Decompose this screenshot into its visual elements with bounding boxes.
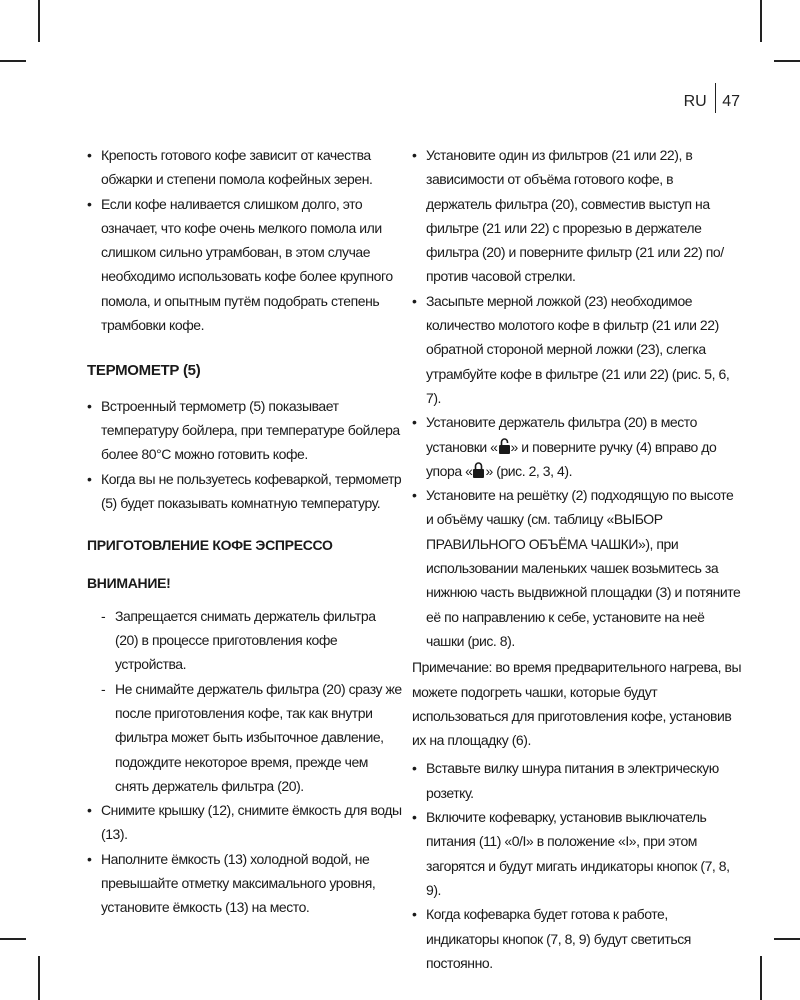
- unlocked-padlock-icon: [498, 437, 511, 455]
- list-item: • Засыпьте мерной ложкой (23) необходимое количество молотого кофе в фильтр (21 или 22) обратной стороной мерной ложки (23), слегка утрамбуйте кофе в фильтре (21 или 22) (рис. 5, 6, 7).: [412, 289, 742, 410]
- espresso-heading: ПРИГОТОВЛЕНИЕ КОФЕ ЭСПРЕССО: [87, 537, 333, 554]
- list-item: • Когда вы не пользуетесь кофеваркой, термометр (5) будет показывать комнатную температуру.: [87, 467, 402, 516]
- attention-heading: ВНИМАНИЕ!: [87, 575, 171, 592]
- crop-mark: [774, 60, 800, 62]
- list-item: - Не снимайте держатель фильтра (20) сразу же после приготовления кофе, так как внутри фильтра может быть избыточное давление, подождите некоторое время, прежде чем снять держатель фильтра (20).: [101, 677, 402, 798]
- language-code: RU: [683, 93, 707, 111]
- list-item: • Вставьте вилку шнура питания в электрическую розетку.: [412, 756, 742, 805]
- crop-mark: [38, 0, 40, 42]
- list-item: [412, 410, 742, 483]
- attention-list: [87, 604, 402, 798]
- crop-mark: [760, 956, 762, 1000]
- crop-mark: [760, 0, 762, 42]
- list-item: • Включите кофеварку, установив выключатель питания (11) «0/I» в положение «I», при этом загорятся и будут мигать индикаторы кнопок (7, 8, 9).: [412, 805, 742, 902]
- filter-list: [412, 143, 742, 653]
- preheat-note: Примечание: во время предварительного нагрева, вы можете подогреть чашки, которые будут использоваться для приготовления кофе, установив их на площадку (6).: [412, 659, 742, 749]
- list-item: • Снимите крышку (12), снимите ёмкость для воды (13).: [87, 798, 402, 847]
- left-column: [87, 143, 402, 920]
- list-item: • Крепость готового кофе зависит от качества обжарки и степени помола кофейных зерен.: [87, 143, 402, 192]
- holder-text-3: » (рис. 2, 3, 4).: [485, 462, 573, 479]
- page-header: [684, 91, 740, 113]
- list-item: • Если кофе наливается слишком долго, это означает, что кофе очень мелкого помола или слишком сильно утрамбован, в этом случае необходимо использовать кофе более крупного помола, и опытным путём подобрать степень трамбовки кофе.: [87, 192, 402, 338]
- list-item: - Запрещается снимать держатель фильтра (20) в процессе приготовления кофе устройства.: [101, 604, 402, 677]
- thermometer-heading: ТЕРМОМЕТР (5): [87, 362, 201, 380]
- power-list: [412, 756, 742, 975]
- thermometer-list: [87, 394, 402, 515]
- holder-text-1: Установите держатель фильтра (20) в место установки «: [426, 414, 697, 455]
- locked-padlock-icon: [472, 461, 485, 479]
- list-item: • Наполните ёмкость (13) холодной водой, не превышайте отметку максимального уровня, установите ёмкость (13) на место.: [87, 847, 402, 920]
- crop-mark: [774, 938, 800, 940]
- crop-mark: [38, 956, 40, 1000]
- list-item: • Установите на решётку (2) подходящую по высоте и объёму чашку (см. таблицу «ВЫБОР ПРАВИЛЬНОГО ОБЪЁМА ЧАШКИ»), при использовании маленьких чашек возьмитесь за нижнюю часть выдвижной площадки (3) и потяните её по направлению к себе, установите на неё чашки (рис. 8).: [412, 483, 742, 653]
- holder-text-2: » и поверните ручку (4) вправо до упора «: [426, 438, 717, 479]
- list-item: • Установите один из фильтров (21 или 22), в зависимости от объёма готового кофе, в держатель фильтра (20), совместив выступ на фильтре (21 или 22) с прорезью в держателе фильтра (20) и поверните фильтр (21 или 22) по/против часовой стрелки.: [412, 143, 742, 289]
- water-tank-list: [87, 798, 402, 919]
- right-column: [412, 143, 742, 975]
- crop-mark: [0, 60, 26, 62]
- page-number: 47: [722, 93, 740, 111]
- list-item: • Когда кофеварка будет готова к работе, индикаторы кнопок (7, 8, 9) будут светиться постоянно.: [412, 902, 742, 975]
- crop-mark: [0, 938, 26, 940]
- list-item: • Встроенный термометр (5) показывает температуру бойлера, при температуре бойлера более 80°С можно готовить кофе.: [87, 394, 402, 467]
- coffee-quality-list: [87, 143, 402, 337]
